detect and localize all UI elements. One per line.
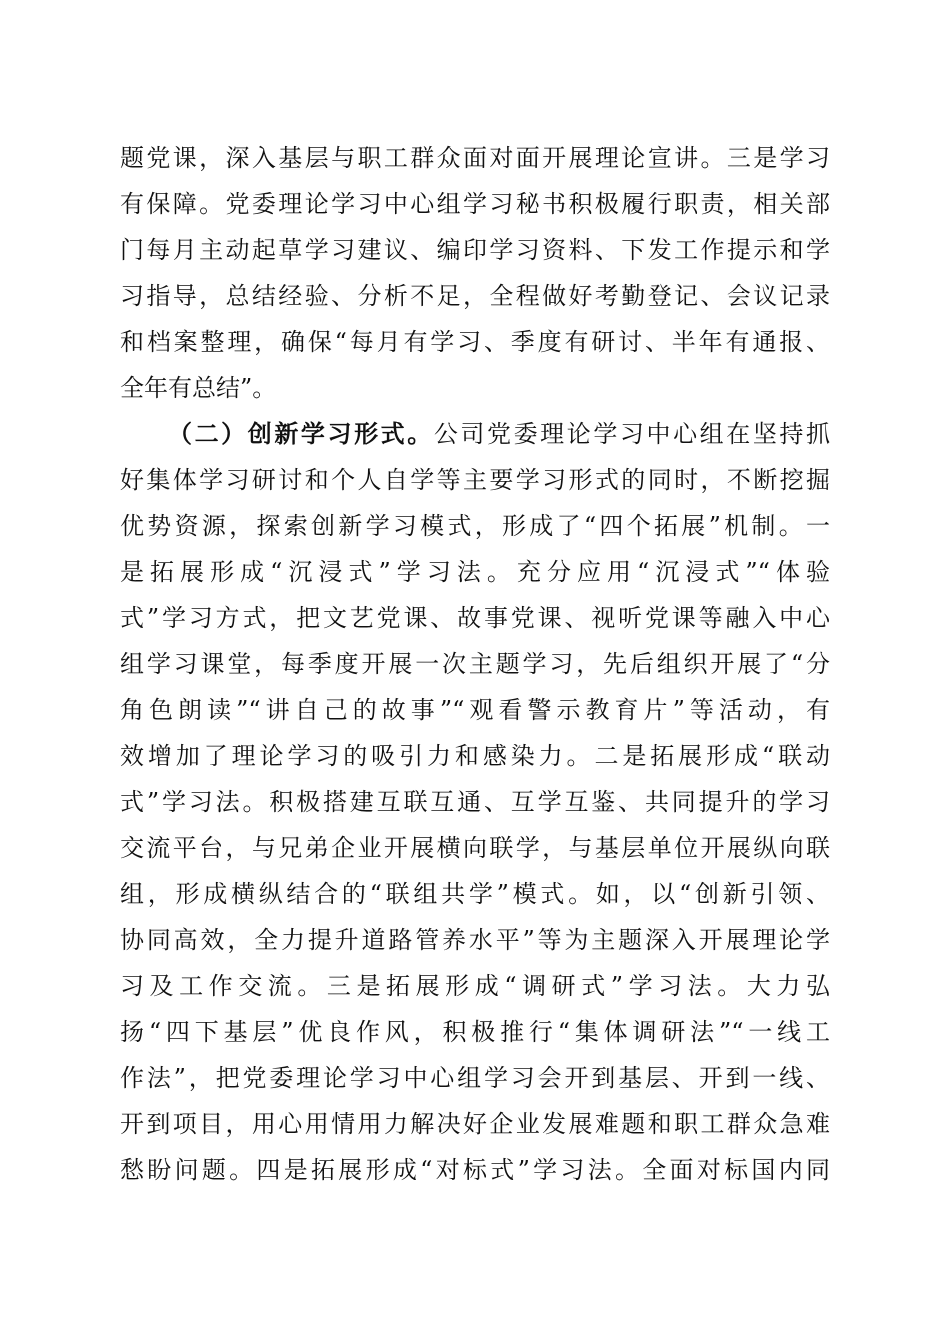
paragraph-2-line-2: 好集体学习研讨和个人自学等主要学习形式的同时，不断挖掘 bbox=[120, 466, 830, 494]
paragraph-2-line-7: 角色朗读”“讲自己的故事”“观看警示教育片”等活动，有 bbox=[120, 696, 830, 724]
paragraph-1-line-5: 和档案整理，确保“每月有学习、季度有研讨、半年有通报、 bbox=[120, 328, 830, 356]
paragraph-1-line-1: 题党课，深入基层与职工群众面对面开展理论宣讲。三是学习 bbox=[120, 144, 830, 172]
paragraph-2-line-1-text: 公司党委理论学习中心组在坚持抓 bbox=[433, 420, 831, 448]
paragraph-2-line-10: 交流平台，与兄弟企业开展横向联学，与基层单位开展纵向联 bbox=[120, 834, 830, 862]
paragraph-1-line-2: 有保障。党委理论学习中心组学习秘书积极履行职责，相关部 bbox=[120, 190, 830, 218]
paragraph-2-line-8: 效增加了理论学习的吸引力和感染力。二是拓展形成“联动 bbox=[120, 742, 830, 770]
paragraph-2-line-5: 式”学习方式，把文艺党课、故事党课、视听党课等融入中心 bbox=[120, 604, 830, 632]
paragraph-2-line-13: 习及工作交流。三是拓展形成“调研式”学习法。大力弘 bbox=[120, 972, 830, 1000]
paragraph-2-line-17: 愁盼问题。四是拓展形成“对标式”学习法。全面对标国内同 bbox=[120, 1156, 830, 1184]
paragraph-2-line-15: 作法”，把党委理论学习中心组学习会开到基层、开到一线、 bbox=[120, 1064, 830, 1092]
section-heading: （二）创新学习形式。 bbox=[168, 419, 434, 448]
paragraph-2-line-16: 开到项目，用心用情用力解决好企业发展难题和职工群众急难 bbox=[120, 1110, 830, 1138]
paragraph-1-line-3: 门每月主动起草学习建议、编印学习资料、下发工作提示和学 bbox=[120, 236, 830, 264]
paragraph-2-line-14: 扬“四下基层”优良作风，积极推行“集体调研法”“一线工 bbox=[120, 1018, 830, 1046]
paragraph-2-line-1 bbox=[168, 412, 830, 456]
paragraph-2-line-4: 是拓展形成“沉浸式”学习法。充分应用“沉浸式”“体验 bbox=[120, 558, 830, 586]
paragraph-1-line-6: 全年有总结”。 bbox=[120, 374, 277, 402]
paragraph-2-line-6: 组学习课堂，每季度开展一次主题学习，先后组织开展了“分 bbox=[120, 650, 830, 678]
paragraph-2-line-9: 式”学习法。积极搭建互联互通、互学互鉴、共同提升的学习 bbox=[120, 788, 830, 816]
paragraph-2-line-12: 协同高效，全力提升道路管养水平”等为主题深入开展理论学 bbox=[120, 926, 830, 954]
paragraph-2-line-3: 优势资源，探索创新学习模式，形成了“四个拓展”机制。一 bbox=[120, 512, 830, 540]
paragraph-1-line-4: 习指导，总结经验、分析不足，全程做好考勤登记、会议记录 bbox=[120, 282, 830, 310]
paragraph-2-line-11: 组，形成横纵结合的“联组共学”模式。如，以“创新引领、 bbox=[120, 880, 830, 908]
